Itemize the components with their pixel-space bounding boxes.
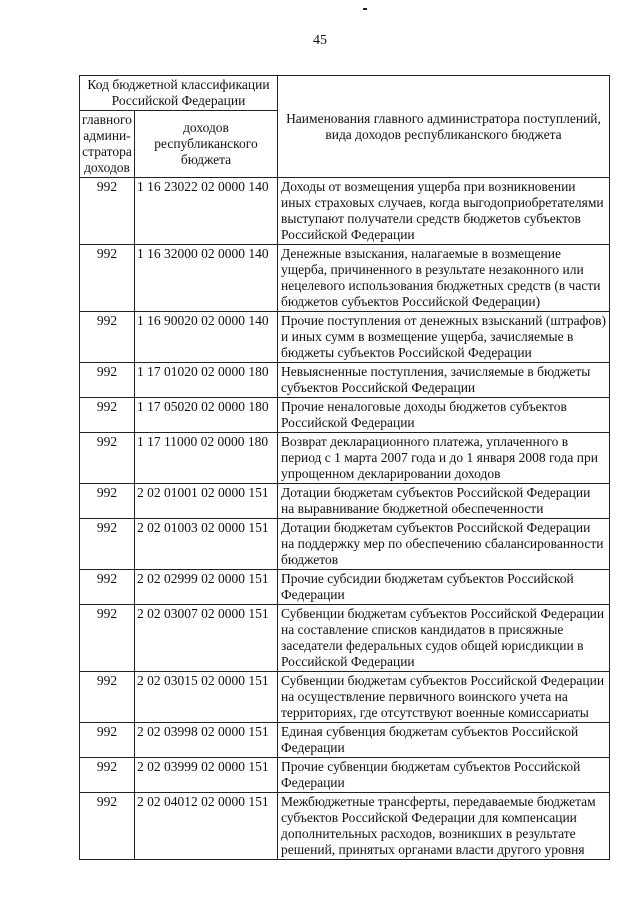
page-number: 45	[313, 33, 327, 48]
income-name-cell: Дотации бюджетам субъектов Российской Федерации на выравнивание бюджетной обеспеченности	[278, 484, 610, 519]
income-name-cell: Прочие неналоговые доходы бюджетов субъектов Российской Федерации	[278, 398, 610, 433]
scan-mark	[363, 8, 367, 10]
admin-code-cell: 992	[80, 245, 135, 312]
income-code-cell: 2 02 01003 02 0000 151	[135, 519, 278, 570]
income-code-cell: 2 02 03999 02 0000 151	[135, 758, 278, 793]
income-code-cell: 1 16 32000 02 0000 140	[135, 245, 278, 312]
income-name-cell: Субвенции бюджетам субъектов Российской Федерации на осуществление первичного воинского учета на территориях, где отсутствуют военные комиссариаты	[278, 672, 610, 723]
income-name-cell: Возврат декларационного платежа, уплаченного в период с 1 марта 2007 года и до 1 января 2008 года при упрощенном декларировании доходов	[278, 433, 610, 484]
admin-code-cell: 992	[80, 519, 135, 570]
income-code-cell: 2 02 02999 02 0000 151	[135, 570, 278, 605]
table-row	[80, 758, 610, 793]
header-row-top	[80, 76, 610, 111]
income-code-cell: 1 17 11000 02 0000 180	[135, 433, 278, 484]
header-code-group: Код бюджетной классификации Российской Федерации	[80, 76, 278, 111]
budget-classification-table	[79, 75, 610, 860]
income-code-cell: 1 17 05020 02 0000 180	[135, 398, 278, 433]
table-row	[80, 363, 610, 398]
table-row	[80, 245, 610, 312]
table-row	[80, 672, 610, 723]
table-body	[80, 178, 610, 860]
table-row	[80, 605, 610, 672]
admin-code-cell: 992	[80, 793, 135, 860]
header-admin: главного админи-стратора доходов	[80, 111, 135, 178]
admin-code-cell: 992	[80, 484, 135, 519]
income-name-cell: Межбюджетные трансферты, передаваемые бюджетам субъектов Российской Федерации для компенсации дополнительных расходов, возникших в результате решений, принятых органами власти другого уровня	[278, 793, 610, 860]
income-name-cell: Доходы от возмещения ущерба при возникновении иных страховых случаев, когда выгодоприобретателями выступают получатели средств бюджетов субъектов Российской Федерации	[278, 178, 610, 245]
income-code-cell: 1 16 23022 02 0000 140	[135, 178, 278, 245]
income-name-cell: Дотации бюджетам субъектов Российской Федерации на поддержку мер по обеспечению сбалансированности бюджетов	[278, 519, 610, 570]
income-name-cell: Единая субвенция бюджетам субъектов Российской Федерации	[278, 723, 610, 758]
admin-code-cell: 992	[80, 398, 135, 433]
admin-code-cell: 992	[80, 672, 135, 723]
income-name-cell: Прочие субвенции бюджетам субъектов Российской Федерации	[278, 758, 610, 793]
admin-code-cell: 992	[80, 363, 135, 398]
income-code-cell: 2 02 03998 02 0000 151	[135, 723, 278, 758]
admin-code-cell: 992	[80, 433, 135, 484]
income-name-cell: Невыясненные поступления, зачисляемые в бюджеты субъектов Российской Федерации	[278, 363, 610, 398]
admin-code-cell: 992	[80, 758, 135, 793]
table-row	[80, 398, 610, 433]
admin-code-cell: 992	[80, 178, 135, 245]
income-code-cell: 1 16 90020 02 0000 140	[135, 312, 278, 363]
table-row	[80, 723, 610, 758]
income-code-cell: 2 02 03015 02 0000 151	[135, 672, 278, 723]
income-name-cell: Прочие субсидии бюджетам субъектов Российской Федерации	[278, 570, 610, 605]
table-row	[80, 433, 610, 484]
admin-code-cell: 992	[80, 605, 135, 672]
income-name-cell: Субвенции бюджетам субъектов Российской Федерации на составление списков кандидатов в присяжные заседатели федеральных судов общей юрисдикции в Российской Федерации	[278, 605, 610, 672]
income-code-cell: 2 02 01001 02 0000 151	[135, 484, 278, 519]
income-code-cell: 2 02 04012 02 0000 151	[135, 793, 278, 860]
table-row	[80, 793, 610, 860]
income-code-cell: 1 17 01020 02 0000 180	[135, 363, 278, 398]
table-row	[80, 570, 610, 605]
admin-code-cell: 992	[80, 570, 135, 605]
income-code-cell: 2 02 03007 02 0000 151	[135, 605, 278, 672]
header-income: доходов республиканского бюджета	[135, 111, 278, 178]
header-name: Наименования главного администратора поступлений, вида доходов республиканского бюджета	[278, 76, 610, 178]
table-row	[80, 312, 610, 363]
table-row	[80, 178, 610, 245]
income-name-cell: Прочие поступления от денежных взысканий (штрафов) и иных сумм в возмещение ущерба, зачисляемые в бюджеты субъектов Российской Федерации	[278, 312, 610, 363]
admin-code-cell: 992	[80, 312, 135, 363]
table-row	[80, 484, 610, 519]
table-row	[80, 519, 610, 570]
income-name-cell: Денежные взыскания, налагаемые в возмещение ущерба, причиненного в результате незаконного или нецелевого использования бюджетных средств (в части бюджетов субъектов Российской Федерации)	[278, 245, 610, 312]
admin-code-cell: 992	[80, 723, 135, 758]
table-header	[80, 76, 610, 178]
